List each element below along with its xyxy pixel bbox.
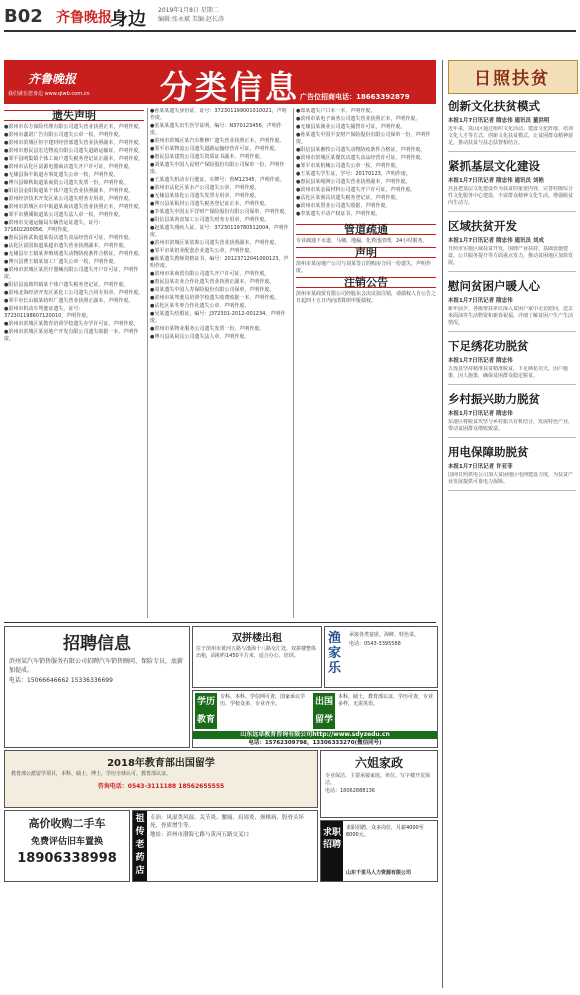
- list-item: ●孙某某遗失身份证，证号：372301199001010021，声明作废。: [150, 108, 287, 121]
- recruit-title: 招聘信息: [63, 634, 131, 654]
- list-item: ●滨州经济技术开发区某公司遗失财务专用章，声明作废。: [4, 196, 134, 202]
- list-item: ●无棣县海丰街道办事处遗失公章一枚，声明作废。: [4, 172, 119, 178]
- list-item: 位于滨州市黄河五路与渤海十八路交汇处，双拼楼整体出租，面积约1450平方米，适合办公、培训。: [196, 646, 317, 659]
- edu-left-text: [220, 694, 308, 709]
- article: [448, 98, 576, 152]
- list-item: 本科、硕士，教育部认证，学历可查，专业多样，无需英语。: [338, 694, 434, 707]
- article-body: 莒县把基层文化建设作为扶贫的重要内容，完善村级综合性文化服务中心建设，丰富群众精神文化生活，增强脱贫内生动力。: [448, 186, 574, 206]
- pharmacy-text: [150, 814, 313, 840]
- article-body: 新年前夕，各级帮扶单位深入贫困户家中走访慰问，送去米面油等生活物资和新春祝福，详细了解贫困户生产生活情况。: [448, 306, 574, 326]
- article-byline: 本报1月7日讯记者 隋忠伟 通讯员 刘成: [448, 238, 544, 244]
- notice-list: [296, 108, 436, 218]
- pharmacy-ad: [132, 810, 318, 882]
- used-car-subtitle: 免费评估旧车置换: [30, 837, 103, 847]
- list-item: ●王某遗失学生证，学号：20170123，声明作废。: [296, 171, 411, 177]
- list-item: ●邹平市某铝业配套企业遗失公章，声明作废。: [150, 248, 255, 254]
- edu-right-title: 出国留学: [313, 693, 335, 729]
- used-car-phone: 18906338998: [17, 851, 117, 866]
- article-body: 东港区将脱贫攻坚与乡村振兴有机结合，发展特色产业，带动贫困群众增收致富。: [448, 419, 574, 432]
- article-body: 日照市实施区域扶贫开发，围绕产业扶持、基础设施建设、公共服务提升等方面重点发力，推动贫困地区加快发展。: [448, 246, 574, 266]
- article-byline: 本报1月7日讯记者 隋忠伟 通讯员 董洪明: [448, 118, 550, 124]
- statement-title: 声明: [296, 247, 436, 258]
- article-headline: 用电保障助脱贫: [448, 445, 529, 459]
- list-item: ●惠民县某农业合作社遗失营业执照正副本，声明作废。: [150, 279, 275, 285]
- column-divider: [293, 108, 294, 618]
- edu-right-text: [338, 694, 433, 709]
- right-column-divider: [442, 60, 443, 988]
- list-item: ●滨州市滨城区某餐饮店遗失食品经营许可证，声明作废。: [296, 155, 426, 161]
- list-item: 承接各类宴席，海鲜、特色菜。: [349, 632, 420, 638]
- edu-left-title: 学历教育: [195, 693, 217, 729]
- article-headline: 区域扶贫开发: [448, 219, 517, 233]
- article: [448, 391, 576, 438]
- list-item: ●沾化区某渔具店遗失税务登记证，声明作废。: [296, 195, 401, 201]
- list-item: ●滨州北海经济开发区某化工公司遗失合同专用章，声明作废。: [4, 290, 144, 296]
- list-item: ●滨州市滨城区恒宇建材经营部遗失营业执照副本，声明作废。: [4, 140, 144, 146]
- rent-title: 双拼楼出租: [232, 633, 282, 644]
- list-item: 滨州市某房地产公司与刘某签订的购房合同一份遗失，声明作废。: [296, 261, 432, 274]
- list-item: ●郑某遗失户口本一本，声明作废。: [296, 108, 376, 114]
- list-item: 电话：18062888136: [325, 788, 375, 794]
- ads-divider: [4, 622, 436, 623]
- article-byline: 本报1月7日讯记者 许亚菲: [448, 464, 513, 470]
- article-body: 国网日照供电公司加大贫困地区电网建设力度，为扶贫产业发展提供可靠电力保障。: [448, 472, 574, 485]
- list-item: ●滨州市某电子商务公司遗失营业执照正本，声明作废。: [296, 116, 421, 122]
- edu-company: 山东远卓教育咨询有限公司http://www.sdyzedu.cn: [193, 731, 437, 739]
- list-item: ●滨州市某置业公司遗失收据，声明作废。: [296, 203, 391, 209]
- lost-notice-title: 遗失声明: [4, 110, 144, 121]
- list-item: ●周某遗失中国人寿保险股份有限公司保单，声明作废。: [150, 287, 275, 293]
- list-item: ●邹平市某机械公司遗失公章一枚，声明作废。: [296, 163, 401, 169]
- list-item: ●王某遗失机动车行驶证，车牌号：鲁M12345，声明作废。: [150, 177, 285, 183]
- list-item: ●李某遗失中国太平洋财产保险股份有限公司保单，声明作废。: [150, 209, 290, 215]
- column-1: [4, 108, 144, 618]
- column-3: [296, 108, 436, 618]
- article-byline: 本报1月7日讯记者 隋忠伟: [448, 411, 513, 417]
- banner-url: 我们就在您身边 www.qlwb.com.cn: [8, 91, 90, 97]
- list-item: ●邹平市某物流公司遗失道路运输经营许可证，声明作废。: [150, 146, 280, 152]
- study-text: [5, 769, 317, 781]
- statement-text: [296, 261, 436, 275]
- banner-title: 分类信息: [160, 68, 301, 106]
- drain-service-text: [296, 238, 436, 245]
- banner-phone: 广告位招商电话：18663392879: [300, 93, 410, 101]
- list-item: ●滨州市滨城区某汽车维修厂遗失营业执照正本，声明作废。: [150, 138, 285, 144]
- article: [448, 158, 576, 212]
- job-side-label: 求职招聘: [321, 821, 343, 881]
- list-item: ●孙某遗失中国平安财产保险股份有限公司保单一份，声明作废。: [296, 132, 431, 145]
- list-item: ●滨州市滨城区某教育培训学校遗失办学许可证，声明作废。: [4, 321, 139, 327]
- list-item: ●邹平市长山镇某纺织厂遗失营业执照正副本，声明作废。: [4, 298, 134, 304]
- cancellation-title: 注销公告: [296, 277, 436, 288]
- fisher-text: [349, 631, 433, 649]
- housekeeping-ad: [320, 750, 438, 818]
- cancellation-text: [296, 291, 436, 305]
- list-item: ●阳信县某肉食加工公司遗失财务专用章，声明作废。: [150, 217, 270, 223]
- edu-phone: 电话：15762309798，13306333270(微信同号): [248, 740, 382, 746]
- article-headline: 创新文化扶贫模式: [448, 99, 540, 113]
- list-item: ●博兴县锦秋街道某商贸公司遗失发票一份，声明作废。: [4, 180, 129, 186]
- fisher-title: 渔家乐: [328, 631, 342, 676]
- used-car-ad: [4, 810, 130, 882]
- list-item: ●邹平县明集镇个体工商户遗失税务登记证正副本，声明作废。: [4, 156, 144, 162]
- study-abroad-ad: [4, 750, 318, 808]
- list-item: ●滨州市某商贸有限公司遗失开户许可证，声明作废。: [150, 271, 270, 277]
- article: [448, 278, 576, 332]
- page-number: B02: [4, 6, 43, 27]
- recruit-text: [5, 654, 189, 689]
- article-headline: 慰问贫困户暖人心: [448, 279, 540, 293]
- job-ad: [320, 820, 438, 882]
- column-2: [150, 108, 290, 618]
- rent-text: [193, 646, 321, 660]
- list-item: ●滨州市滨城区市中街道某商店遗失营业执照正本，声明作废。: [4, 204, 144, 210]
- list-item: ●无棣县车王镇某养殖场遗失动物防疫条件合格证，声明作废。: [4, 251, 144, 257]
- list-item: ●无棣县某渔业公司遗失捕捞许可证，声明作废。: [296, 124, 406, 130]
- list-item: ●滨州市滨城区某装饰公司遗失营业执照副本，声明作废。: [150, 240, 280, 246]
- job-company: 山东千里马人力资源有限公司: [346, 870, 412, 876]
- header-meta: [158, 6, 224, 24]
- article: [448, 338, 576, 385]
- list-item: 滨州某汽车销售服务有限公司招聘汽车销售顾问、保险专员，底薪加提成。: [9, 658, 184, 674]
- list-item: 电话：0543-3395588: [349, 641, 401, 647]
- article-headline: 乡村振兴助力脱贫: [448, 392, 540, 406]
- list-item: ●吴某遗失结婚证，编号：J372301-2012-001234，声明作废。: [150, 311, 286, 324]
- notice-list: [150, 108, 290, 341]
- article-byline: 本报1月7日讯记者 隋忠伟: [448, 298, 513, 304]
- list-item: ●滨州市机动车驾驶证遗失，证号：372301198607120010，声明作废。: [4, 306, 92, 319]
- banner-logo: 齐鲁晚报: [28, 72, 77, 86]
- header-date: 2019年1月8日 星期二: [158, 7, 219, 14]
- article: [448, 218, 576, 272]
- section-title: 身边: [110, 9, 146, 30]
- list-item: ●惠民县某绳网公司遗失营业执照副本，声明作废。: [296, 179, 411, 185]
- notice-list: [4, 124, 144, 343]
- list-item: 专科、本科、学信网可查，国家承认学历，学校众多，专业齐全。: [220, 694, 306, 707]
- recruit-ad: [4, 626, 190, 748]
- used-car-title: 高价收购二手车: [28, 817, 106, 830]
- header-editors: 编辑:张永斌 美编:赵长涛: [158, 16, 224, 23]
- article-headline: 紧抓基层文化建设: [448, 159, 540, 173]
- drain-service-title: 管道疏通: [296, 224, 436, 235]
- housekeeping-text: [321, 771, 437, 798]
- list-item: ●滨州市惠民县宏达物流有限公司遗失道路运输证，声明作废。: [4, 148, 144, 154]
- list-item: ●刘某遗失中国人民财产保险股份有限公司保单一份，声明作废。: [150, 162, 285, 175]
- housekeeping-title: 六姐家政: [354, 756, 403, 770]
- list-item: 教育部公派留学项目，本科、硕士、博士，学历全球认可，教育部认证。: [11, 771, 172, 777]
- article-body: 近年来，岚山区通过组织文化活动、建设文化阵地、培训文化人才等方式，创新文化扶贫模式，让贫困群众精神富足，推动扶贫与扶志扶智相结合。: [448, 126, 574, 146]
- pharmacy-side-label: 祖传老药店: [133, 811, 147, 881]
- list-item: ●沾化区某冬枣合作社遗失公章，声明作废。: [150, 303, 250, 309]
- list-item: 滨州市某商贸有限公司经股东会决议拟注销，请债权人自公告之日起四十五日内向清算组申报债权。: [296, 291, 436, 304]
- study-phone: 咨询电话：0543-3111188 18562655555: [97, 783, 225, 790]
- list-item: ●沾化区富国街道某超市遗失营业执照副本，声明作废。: [4, 243, 129, 249]
- list-item: ●无棣县某盐化公司遗失发票专用章，声明作废。: [150, 193, 260, 199]
- list-item: ●滨州市某驾驶员培训学校遗失收费收据一本，声明作废。: [150, 295, 280, 301]
- list-item: ●博兴县某板材公司遗失税务登记证正本，声明作废。: [150, 201, 270, 207]
- column-divider: [147, 108, 148, 618]
- list-item: ●惠民县孙武街道某饭店遗失食品经营许可证，声明作废。: [4, 235, 134, 241]
- list-item: 专业疏通下水道、马桶、地漏、化粪池清理，24小时服务。: [296, 238, 428, 244]
- list-item: ●赵某遗失残疾人证，证号：37230119780512004，声明作废。: [150, 225, 289, 238]
- right-banner-title: 日照扶贫: [474, 69, 550, 89]
- header-divider: [4, 30, 576, 32]
- article-headline: 下足绣花功脱贫: [448, 339, 529, 353]
- list-item: 求职招聘，众多岗位，月薪4000至8000元。: [346, 825, 424, 838]
- list-item: ●博兴县曹王镇某加工厂遗失公章一枚，声明作废。: [4, 259, 119, 265]
- list-item: 地址：滨州市渤海七路与黄河五路交叉口: [150, 832, 250, 838]
- rent-ad: [192, 626, 322, 688]
- education-ad: [192, 690, 438, 748]
- brand-logo: 齐鲁晚报: [56, 10, 112, 26]
- list-item: ●滨州市沾化区富源电器商店遗失开户许可证，声明作废。: [4, 164, 134, 170]
- list-item: ●惠民县某建筑公司遗失资质证书副本，声明作废。: [150, 154, 265, 160]
- list-item: ●陈某遗失教师资格证书，编号：20123712041000123，声明作废。: [150, 256, 289, 269]
- list-item: 专业保洁，主要承接家庭、单位、写字楼开荒保洁。: [325, 773, 431, 786]
- list-item: 电话：15066646662 15336336699: [9, 677, 113, 684]
- list-item: ●李某遗失不动产权证书，声明作废。: [296, 211, 381, 217]
- list-item: ●滨州市滨城区某医疗器械有限公司遗失开户许可证，声明作废。: [4, 267, 139, 280]
- list-item: ●滨州市东方保险代理有限公司遗失营业执照正本，声明作废。: [4, 124, 144, 130]
- list-item: ●阳信县某畜牧公司遗失动物防疫条件合格证，声明作废。: [296, 147, 426, 153]
- list-item: ●阳信县金阳街道某个体户遗失营业执照副本，声明作废。: [4, 188, 134, 194]
- article-byline: 本报1月7日讯记者 隋忠伟: [448, 358, 513, 364]
- list-item: 专治：风湿类风湿、关节炎、腰痛、肩周炎、颈椎病、股骨头坏死、骨质增生等。: [150, 815, 305, 829]
- list-item: ●滨州市沾化区某水产公司遗失公章，声明作废。: [150, 185, 260, 191]
- list-item: ●博兴县某厨具公司遗失法人章，声明作废。: [150, 334, 250, 340]
- list-item: ●滨州市某金属材料公司遗失开户许可证，声明作废。: [296, 187, 416, 193]
- article-body: 五莲县坚持精准扶贫精准脱贫，下足绣花功夫，因户施策、因人施策，确保贫困群众稳定脱贫。: [448, 366, 569, 379]
- article: [448, 444, 576, 491]
- list-item: ●张某某遗失出生医学证明，编号：N370123456，声明作废。: [150, 123, 282, 136]
- study-title: 2018年教育部出国留学: [107, 758, 215, 769]
- job-text: [346, 825, 434, 840]
- list-item: ●滨州市鑫诺广告有限公司遗失公章一枚，声明作废。: [4, 132, 124, 138]
- list-item: ●滨州市滨城区某房地产开发有限公司遗失收据一本，声明作废。: [4, 329, 139, 342]
- article-byline: 本报1月7日讯记者 隋忠伟 通讯员 刘艳: [448, 178, 544, 184]
- list-item: ●邹平市黛溪街道某公司遗失法人章一枚，声明作废。: [4, 212, 124, 218]
- list-item: ●阳信县流坡坞镇某个体户遗失税务登记证，声明作废。: [4, 282, 129, 288]
- list-item: ●滨州市交通运输局车辆营运证遗失，证号：371602200056，声明作废。: [4, 220, 104, 233]
- list-item: ●滨州市某物业服务公司遗失发票一份，声明作废。: [150, 326, 265, 332]
- right-column-articles: [448, 98, 576, 988]
- fisher-ad: [324, 626, 438, 688]
